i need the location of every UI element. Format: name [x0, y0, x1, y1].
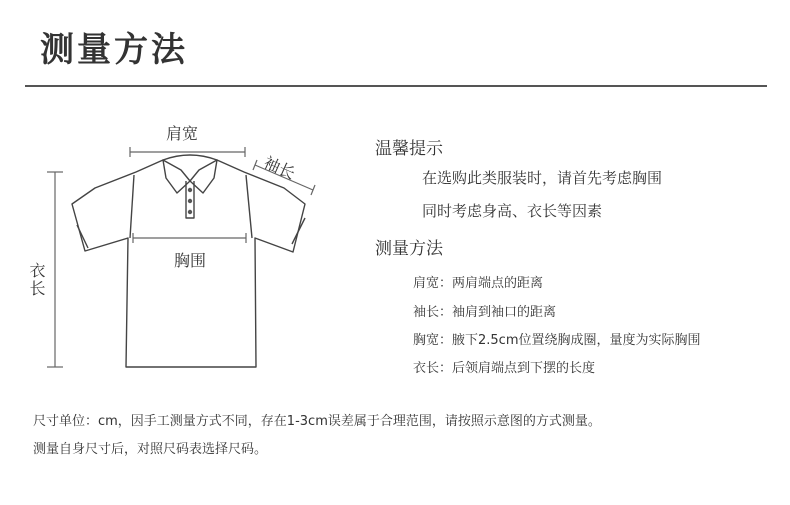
- chest-label: 胸围: [174, 251, 207, 270]
- method-item-chest: 胸宽：腋下2.5cm位置绕胸成圈，量度为实际胸围: [413, 333, 701, 348]
- footer-note-2: 测量自身尺寸后，对照尺码表选择尺码。: [33, 442, 268, 457]
- tips-heading: 温馨提示: [375, 139, 443, 159]
- page-title: 测量方法: [40, 30, 188, 70]
- method-heading: 测量方法: [375, 239, 443, 259]
- button-2: [188, 199, 192, 203]
- left-armhole: [130, 175, 134, 238]
- right-armhole: [246, 175, 252, 238]
- button-1: [188, 188, 192, 192]
- collar-back: [163, 155, 217, 160]
- tips-line-1: 在选购此类服装时，请首先考虑胸围: [422, 169, 663, 187]
- sleeve-label: 袖长: [261, 152, 299, 184]
- button-3: [188, 210, 192, 214]
- footer-note-1: 尺寸单位：cm，因手工测量方式不同，存在1-3cm误差属于合理范围，请按照示意图的方式测量。: [33, 414, 601, 429]
- shoulder-label: 肩宽: [166, 124, 199, 143]
- method-item-sleeve: 袖长：袖肩到袖口的距离: [413, 305, 557, 320]
- tips-line-2: 同时考虑身高、衣长等因素: [422, 202, 603, 220]
- length-label: 衣长: [27, 262, 46, 298]
- right-cuff: [292, 218, 305, 244]
- method-item-shoulder: 肩宽：两肩端点的距离: [413, 276, 544, 291]
- method-item-length: 衣长：后领肩端点到下摆的长度: [413, 361, 596, 376]
